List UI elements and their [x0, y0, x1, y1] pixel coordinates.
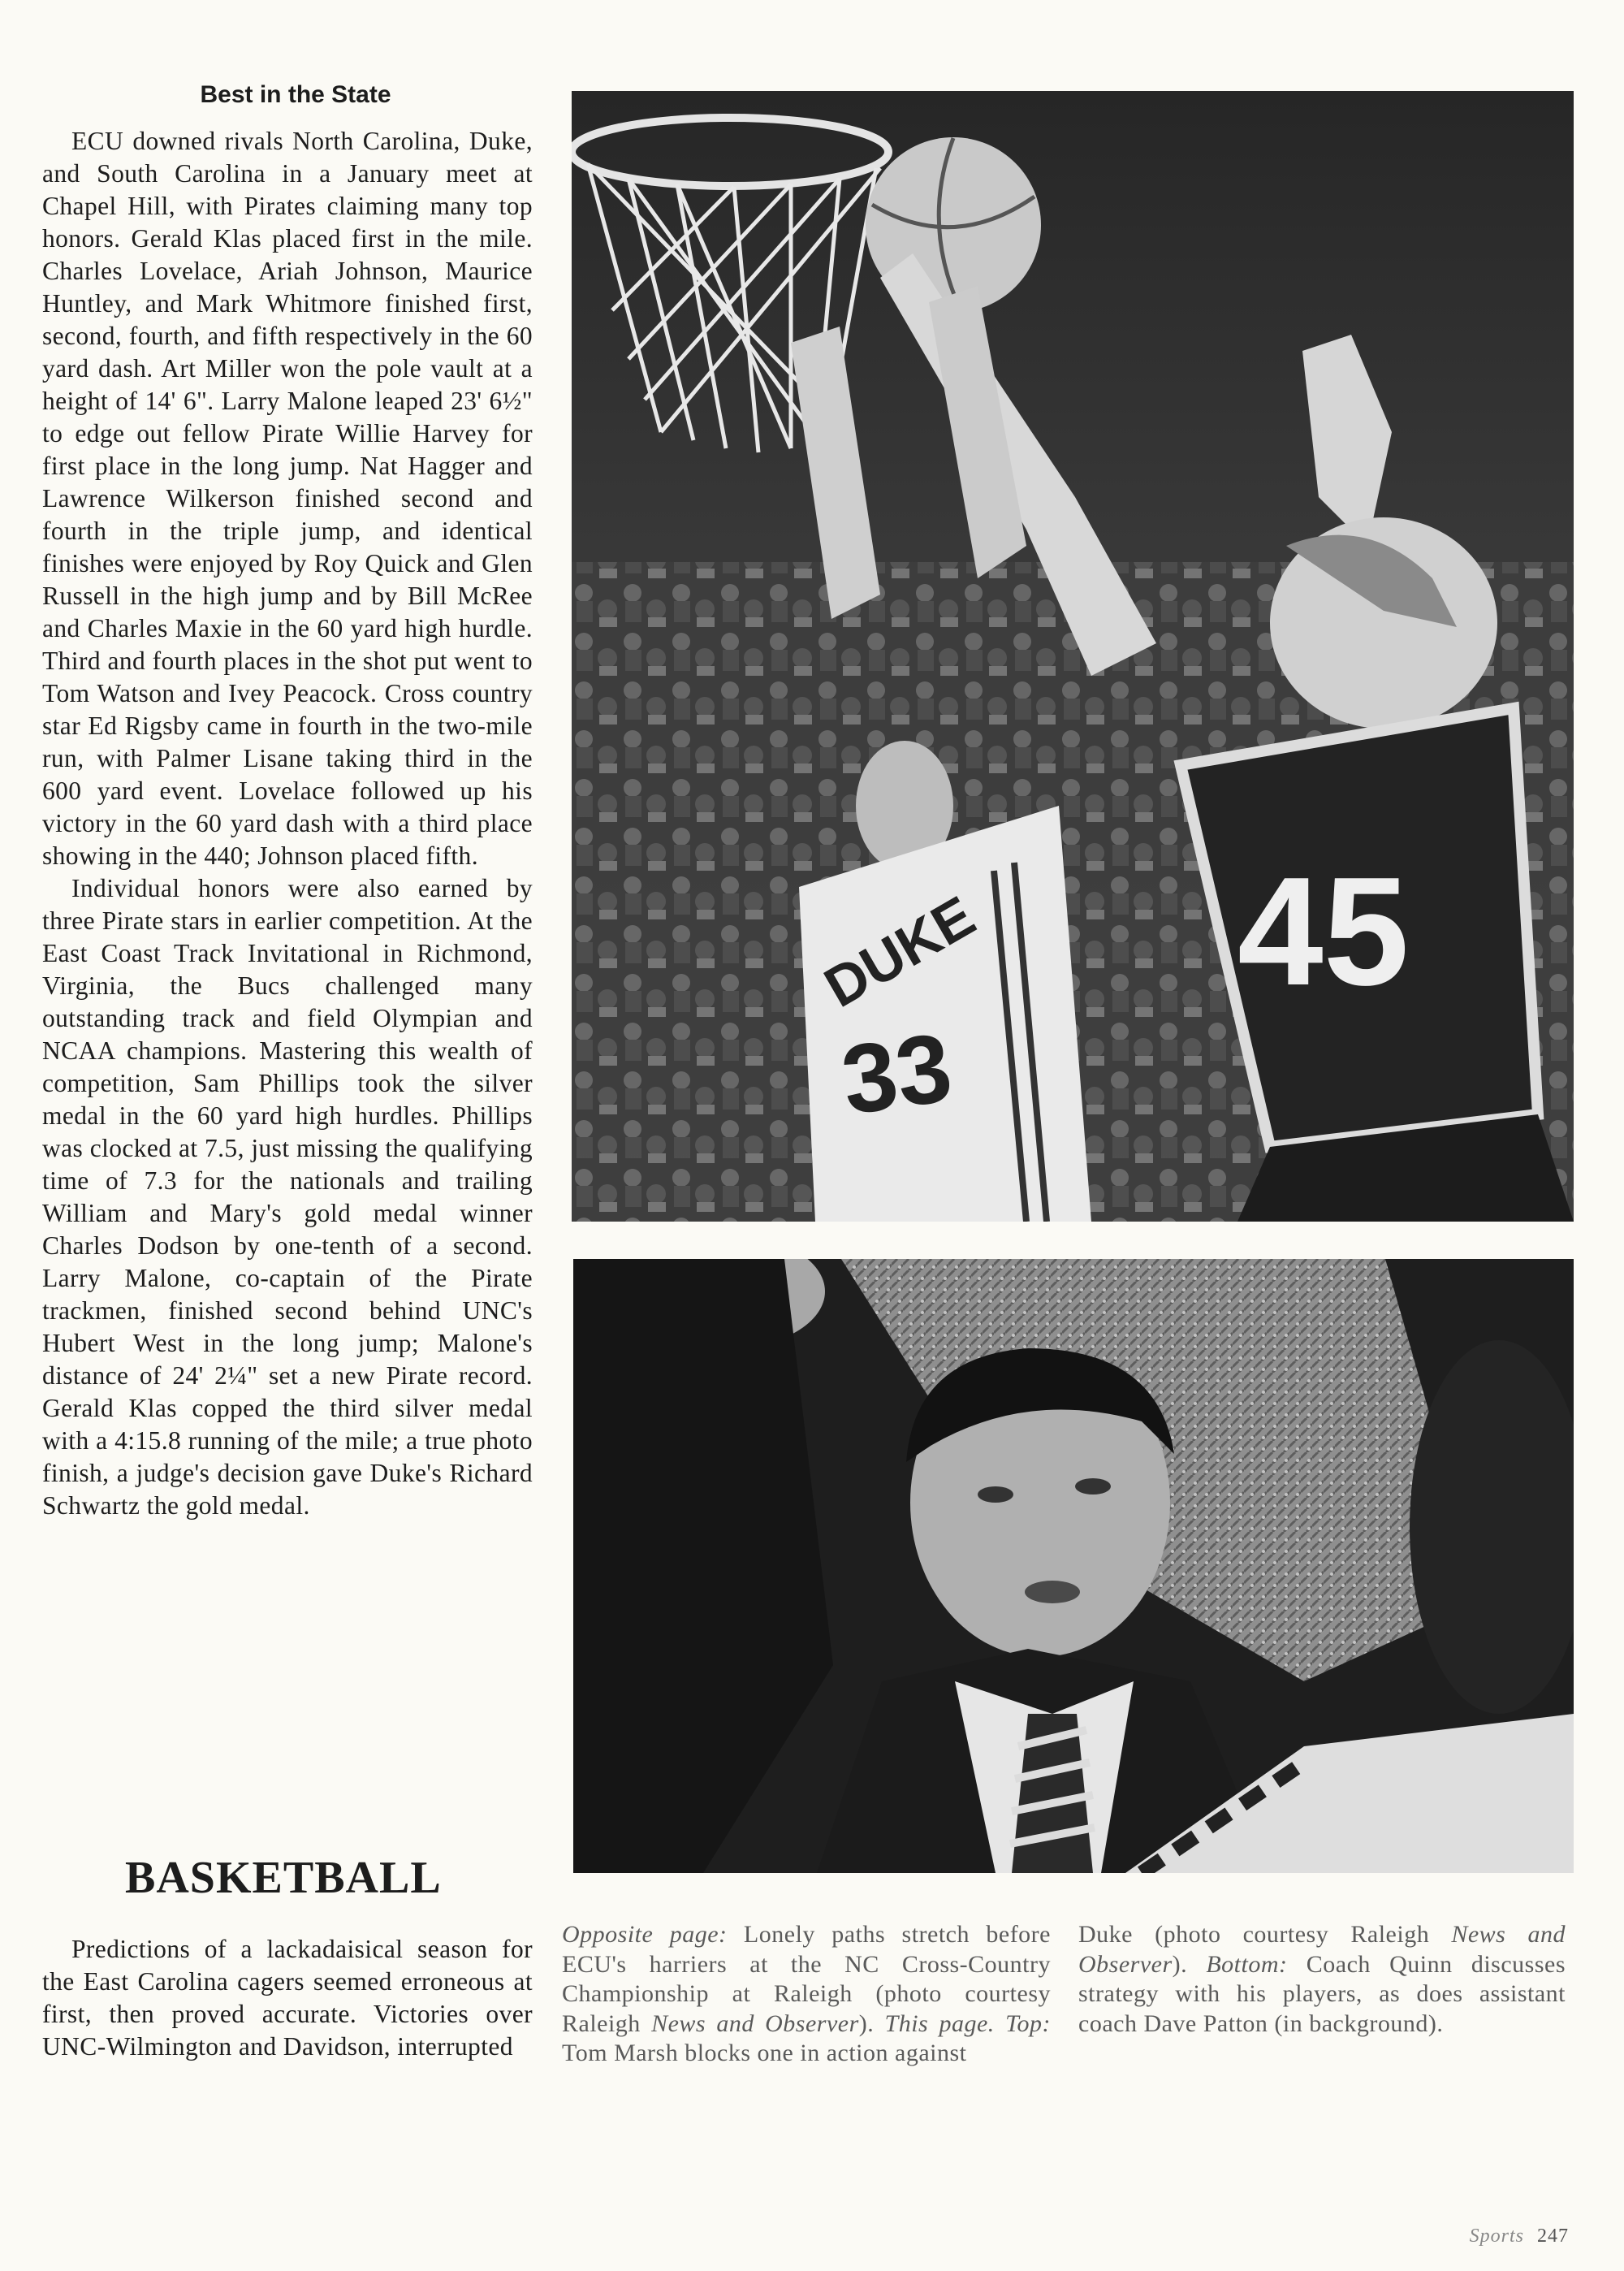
basketball-heading: BASKETBALL	[125, 1853, 442, 1903]
photo-coach-quinn-illustration	[573, 1259, 1574, 1873]
page-number: 247	[1537, 2226, 1569, 2247]
caption-col2-publication: News and Observer	[1078, 1921, 1566, 1978]
folio-section: Sports	[1469, 2226, 1524, 2247]
photo-coach-quinn	[573, 1259, 1574, 1873]
caption-col1-publication: News and Observer	[651, 2009, 859, 2037]
jersey-number-33: 33	[835, 1012, 958, 1136]
caption-bottom-label: Bottom:	[1206, 1950, 1288, 1978]
caption-col2-text-b: ).	[1172, 1950, 1207, 1978]
page-folio	[1470, 2226, 1569, 2247]
caption-col1-text-b: ).	[858, 2009, 885, 2037]
basketball-article	[42, 1933, 533, 2063]
track-body	[42, 125, 533, 1522]
caption-this-page-top-label: This page. Top:	[884, 2009, 1051, 2037]
photo-basketball-block	[572, 91, 1574, 1222]
caption-col1-text-a: Lonely paths stretch before ECU's harriers at the NC Cross-Country Championship at Raleigh (photo courtesy Raleigh	[562, 1921, 1051, 2037]
caption-column-2	[1078, 1920, 1566, 2039]
caption-col2-text-a: Duke (photo courtesy Raleigh	[1078, 1921, 1452, 1948]
caption-column-1	[562, 1920, 1051, 2069]
track-paragraph-2: Individual honors were also earned by three Pirate stars in earlier competition. At the East Coast Track Invitational in Richmond, Virginia, the Bucs challenged many outstanding track and field Olympian and NCAA champions. Mastering this wealth of competition, Sam Phillips took the silver medal in the 60 yard high hurdles. Phillips was clocked at 7.5, just missing the qualifying time of 7.3 for the nationals and trailing William and Mary's gold medal winner Charles Dodson by one-tenth of a second. Larry Malone, co-captain of the Pirate trackmen, finished second behind UNC's Hubert West in the long jump; Malone's distance of 24' 2¼" set a new Pirate record. Gerald Klas copped the third silver medal with a 4:15.8 running of the mile; a true photo finish, a judge's decision gave Duke's Richard Schwartz the gold medal.	[42, 874, 533, 1520]
basketball-paragraph: Predictions of a lackadaisical season for the East Carolina cagers seemed erroneous at first, then proved accurate. Victories over UNC-Wilmington and Davidson, interrupted	[42, 1935, 533, 2061]
caption-col1-text-c: Tom Marsh blocks one in action against	[562, 2040, 967, 2066]
track-paragraph-1: ECU downed rivals North Carolina, Duke, and South Carolina in a January meet at Chapel Hill, with Pirates claiming many top honors. Gerald Klas placed first in the mile. Charles Lovelace, Ariah Johnson, Maurice Huntley, and Mark Whitmore finished first, second, fourth, and fifth respectively in the 60 yard dash. Art Miller won the pole vault at a height of 14' 6". Larry Malone leaped 23' 6½" to edge out fellow Pirate Willie Harvey for first place in the long jump. Nat Hagger and Lawrence Wilkerson finished second and fourth in the triple jump, and identical finishes were enjoyed by Roy Quick and Glen Russell in the high jump and by Bill McRee and Charles Maxie in the 60 yard high hurdle. Third and fourth places in the shot put went to Tom Watson and Ivey Peacock. Cross country star Ed Rigsby came in fourth in the two-mile run, with Palmer Lisane taking third in the 600 yard event. Lovelace followed up his victory in the 60 yard dash with a third place showing in the 440; Johnson placed fifth.	[42, 127, 533, 870]
jersey-lettering-duke: DUKE	[814, 884, 986, 1019]
caption-col2-text-c: Coach Quinn discusses strategy with his players, as does assistant coach Dave Patton (in background).	[1078, 1950, 1566, 2037]
jersey-number-45: 45	[1237, 846, 1410, 1018]
section-heading-best-in-state: Best in the State	[200, 81, 391, 108]
caption-opposite-page-label: Opposite page:	[562, 1921, 728, 1948]
track-article	[42, 81, 533, 1522]
photo-basketball-block-illustration	[572, 91, 1574, 1222]
